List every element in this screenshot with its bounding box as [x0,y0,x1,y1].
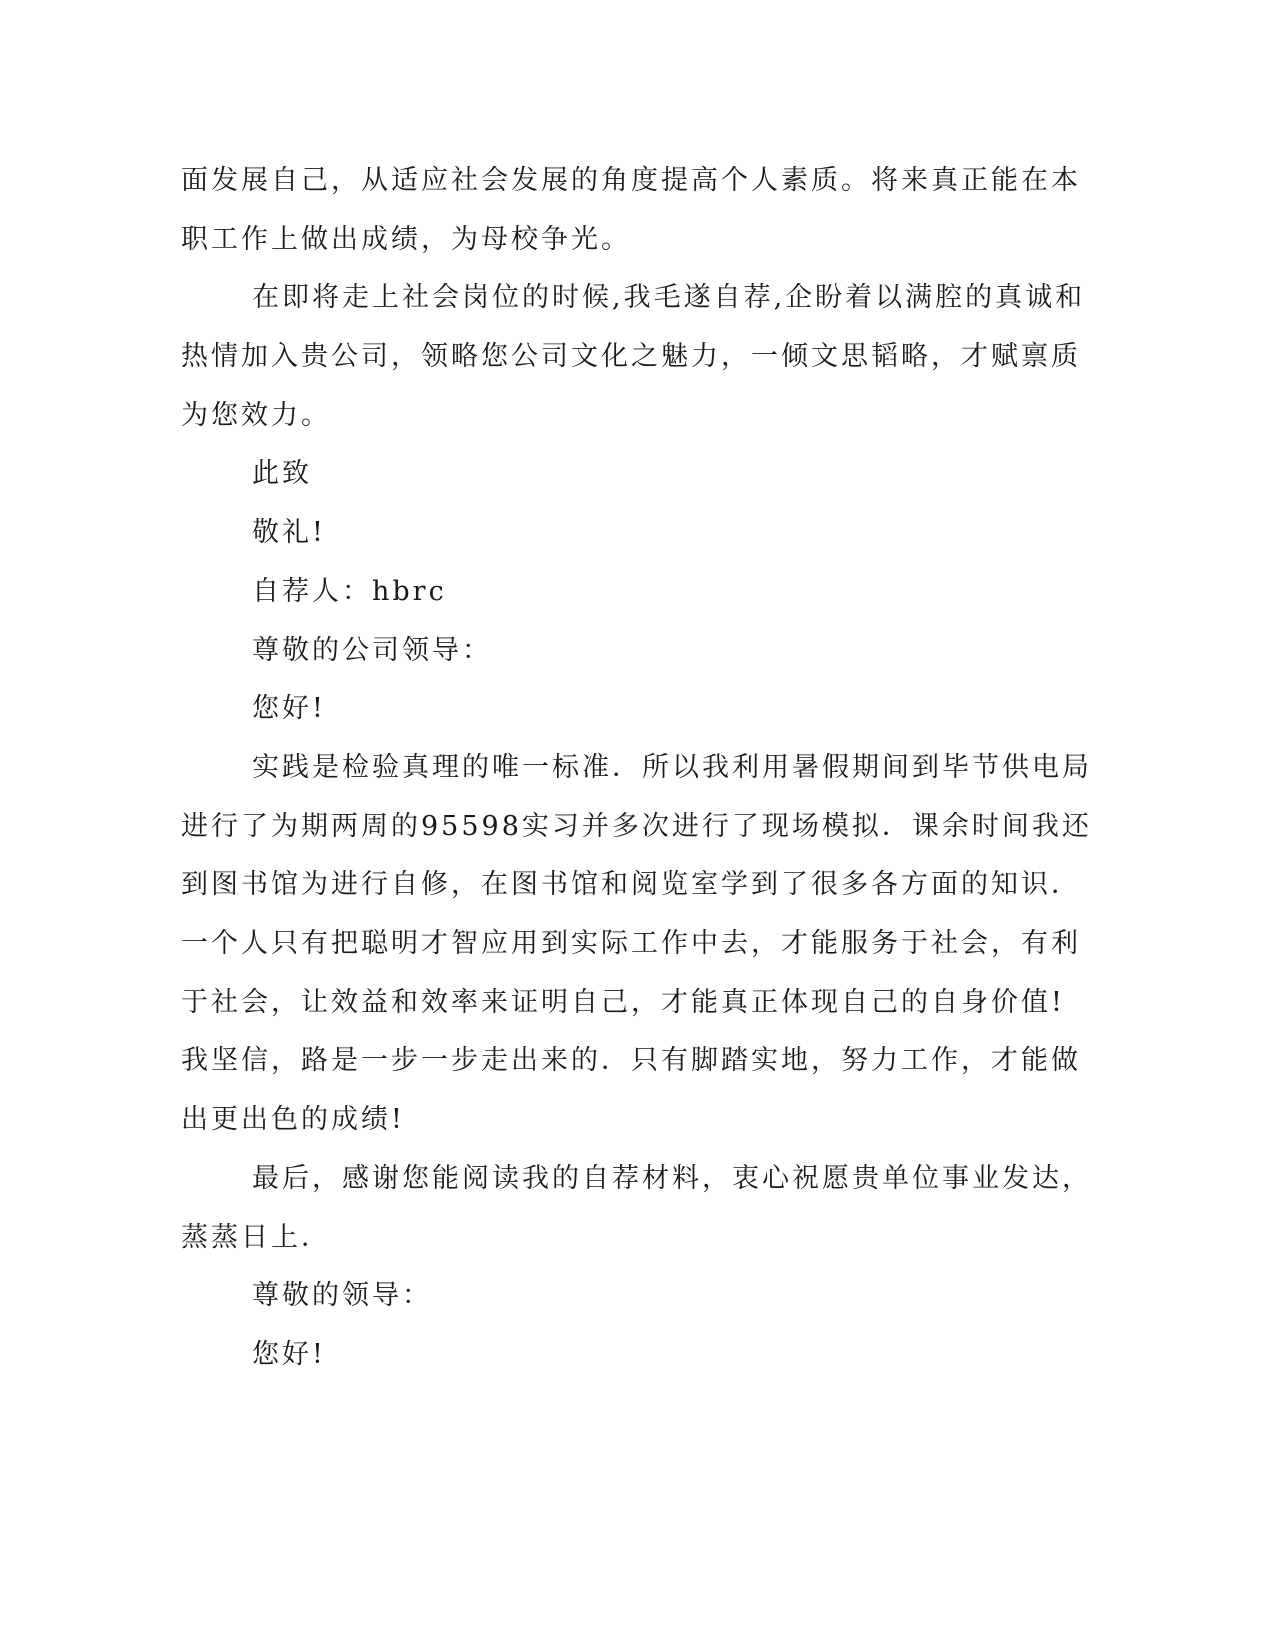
greeting-heading: 尊敬的领导： [252,1280,432,1311]
paragraph-line: 实践是检验真理的唯一标准．所以我利用暑假期间到毕节供电局 [252,752,1092,783]
closing-salutation: 此致 [252,458,312,489]
paragraph-line: 进行了为期两周的95598实习并多次进行了现场模拟．课余时间我还 [181,811,1092,842]
signature-line: 自荐人：hbrc [252,576,447,607]
paragraph-line: 面发展自己，从适应社会发展的角度提高个人素质。将来真正能在本 [181,165,1081,196]
greeting: 您好! [252,1339,326,1370]
paragraph-line: 一个人只有把聪明才智应用到实际工作中去，才能服务于社会，有利 [181,928,1081,959]
paragraph-line: 到图书馆为进行自修，在图书馆和阅览室学到了很多各方面的知识． [181,869,1081,900]
paragraph-line: 在即将走上社会岗位的时候,我毛遂自荐,企盼着以满腔的真诚和 [252,282,1086,313]
paragraph-line: 出更出色的成绩! [181,1104,405,1135]
paragraph-line: 职工作上做出成绩，为母校争光。 [181,224,631,255]
paragraph-line: 最后，感谢您能阅读我的自荐材料，衷心祝愿贵单位事业发达， [252,1163,1092,1194]
greeting-heading: 尊敬的公司领导： [252,635,492,666]
paragraph-line: 我坚信，路是一步一步走出来的．只有脚踏实地，努力工作，才能做 [181,1045,1081,1076]
paragraph-line: 蒸蒸日上． [181,1222,331,1253]
paragraph-line: 为您效力。 [181,400,331,431]
paragraph-line: 热情加入贵公司，领略您公司文化之魅力，一倾文思韬略，才赋禀质 [181,341,1081,372]
greeting: 您好! [252,693,326,724]
paragraph-line: 于社会，让效益和效率来证明自己，才能真正体现自己的自身价值! [181,987,1065,1018]
closing-regards: 敬礼! [252,517,326,548]
